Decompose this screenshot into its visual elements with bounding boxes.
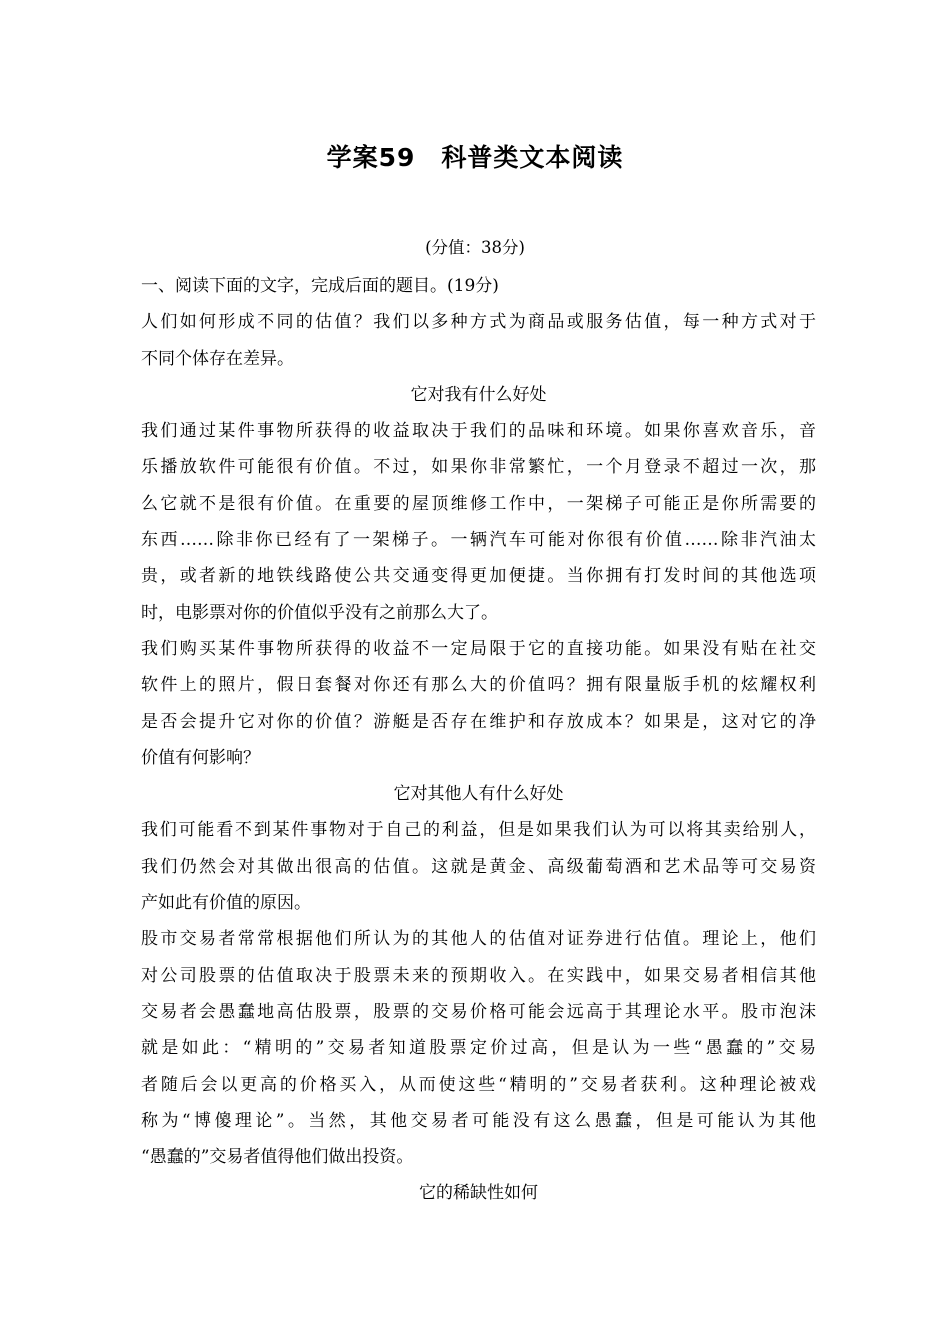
text-line: 人们如何形成不同的估值？我们以多种方式为商品或服务估值，每一种方式对于 — [141, 312, 816, 333]
text-line: 股市交易者常常根据他们所认为的其他人的估值对证券进行估值。理论上，他们 — [141, 929, 816, 950]
text-line: 对公司股票的估值取决于股票未来的预期收入。在实践中，如果交易者相信其他 — [141, 965, 816, 986]
document-body — [141, 268, 816, 1212]
text-line: 我们购买某件事物所获得的收益不一定局限于它的直接功能。如果没有贴在社交 — [141, 638, 816, 659]
text-line: 我们可能看不到某件事物对于自己的利益，但是如果我们认为可以将其卖给别人， — [141, 820, 816, 841]
text-line: 软件上的照片，假日套餐对你还有那么大的价值吗？拥有限量版手机的炫耀权利 — [141, 675, 816, 696]
text-line: 东西……除非你已经有了一架梯子。一辆汽车可能对你很有价值……除非汽油太 — [141, 530, 816, 551]
text-line: 一、阅读下面的文字，完成后面的题目。(19分) — [141, 276, 499, 296]
text-line: 时，电影票对你的价值似乎没有之前那么大了。 — [141, 602, 498, 623]
text-line: 不同个体存在差异。 — [141, 348, 294, 369]
text-line: 称为“博傻理论”。当然，其他交易者可能没有这么愚蠢，但是可能认为其他 — [141, 1110, 816, 1131]
text-line: “愚蠢的”交易者值得他们做出投资。 — [141, 1147, 414, 1168]
text-line: 么它就不是很有价值。在重要的屋顶维修工作中，一架梯子可能正是你所需要的 — [141, 493, 816, 514]
text-line: 乐播放软件可能很有价值。不过，如果你非常繁忙，一个月登录不超过一次，那 — [141, 457, 816, 478]
section-heading: 它对我有什么好处 — [410, 384, 547, 405]
text-line: 交易者会愚蠢地高估股票，股票的交易价格可能会远高于其理论水平。股市泡沫 — [141, 1001, 816, 1022]
score-note: (分值：38分) — [425, 238, 525, 257]
section-heading: 它对其他人有什么好处 — [393, 784, 564, 805]
page-title: 学案59 科普类文本阅读 — [326, 143, 624, 172]
text-line: 者随后会以更高的价格买入，从而使这些“精明的”交易者获利。这种理论被戏 — [141, 1074, 816, 1095]
text-line: 是否会提升它对你的价值？游艇是否存在维护和存放成本？如果是，这对它的净 — [141, 711, 816, 732]
text-line: 产如此有价值的原因。 — [141, 893, 311, 914]
text-line: 我们仍然会对其做出很高的估值。这就是黄金、高级葡萄酒和艺术品等可交易资 — [141, 856, 816, 877]
text-line: 价值有何影响？ — [141, 747, 260, 768]
text-line: 贵，或者新的地铁线路使公共交通变得更加便捷。当你拥有打发时间的其他选项 — [141, 566, 816, 587]
section-heading: 它的稀缺性如何 — [419, 1183, 538, 1204]
text-line: 就是如此：“精明的”交易者知道股票定价过高，但是认为一些“愚蠢的”交易 — [141, 1038, 816, 1059]
text-line: 我们通过某件事物所获得的收益取决于我们的品味和环境。如果你喜欢音乐，音 — [141, 421, 816, 442]
